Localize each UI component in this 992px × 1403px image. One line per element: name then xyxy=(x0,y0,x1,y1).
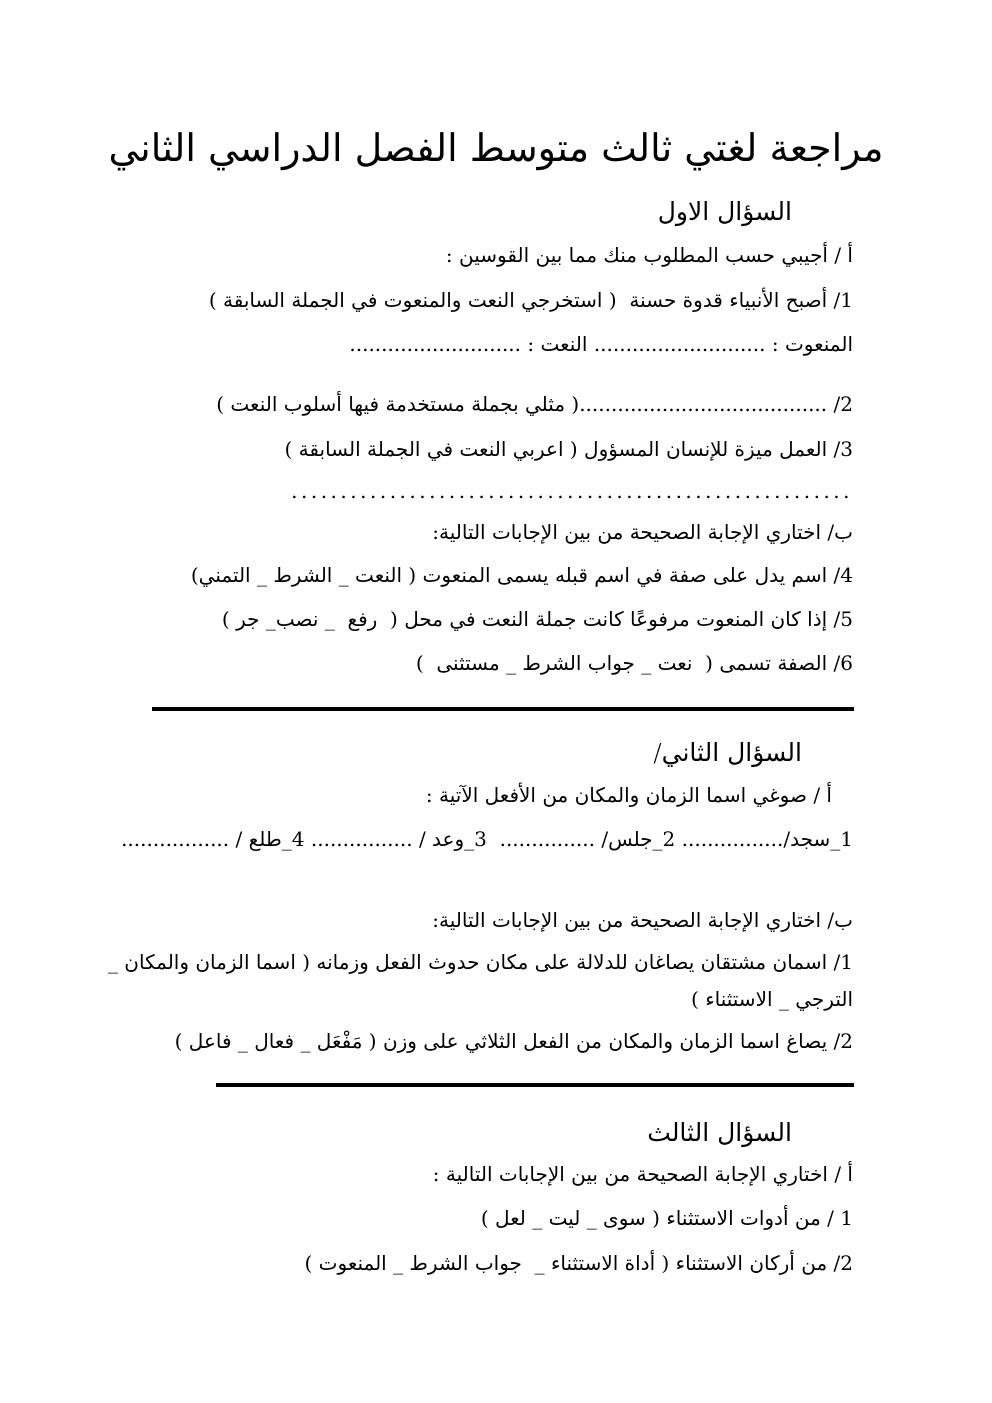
section2-question-1-line1: 1/ اسمان مشتقان يصاغان للدلالة على مكان حدوث الفعل وزمانه ( اسما الزمان والمكان _ xyxy=(107,950,853,974)
verb-2-blank-dots: ............... xyxy=(499,827,595,851)
section3-part-a-instruction: أ / اختاري الإجابة الصحيحة من بين الإجابات التالية : xyxy=(432,1162,853,1186)
section3-question-1: 1 / من أدوات الاستثناء ( سوى _ ليت _ لعل ) xyxy=(480,1206,853,1230)
section1-question-5: 5/ إذا كان المنعوت مرفوعًا كانت جملة النعت في محل ( رفع _ نصب_ جر ) xyxy=(221,607,853,631)
verb-1-blank-dots: ................ xyxy=(681,827,784,851)
section1-question-1-blanks xyxy=(349,330,853,358)
section2-question-2: 2/ يصاغ اسما الزمان والمكان من الفعل الثلاثي على وزن ( مَفْعَل _ فعال _ فاعل ) xyxy=(174,1029,853,1053)
verb-3-blank-dots: ................ xyxy=(310,827,413,851)
section1-question-3: 3/ العمل ميزة للإنسان المسؤول ( اعربي النعت في الجملة السابقة ) xyxy=(284,437,853,461)
manout-blank-dots: ........................... xyxy=(593,332,766,356)
question-2-instruction: ( مثلي بجملة مستخدمة فيها أسلوب النعت ) xyxy=(216,392,580,416)
section1-part-a-instruction: أ / أجيبي حسب المطلوب منك مما بين القوسين : xyxy=(445,243,853,267)
section1-part-b-instruction: ب/ اختاري الإجابة الصحيحة من بين الإجابات التالية: xyxy=(432,520,853,544)
section1-question-1: 1/ أصبح الأنبياء قدوة حسنة ( استخرجي النعت والمنعوت في الجملة السابقة ) xyxy=(208,288,853,312)
section-divider-1 xyxy=(152,707,854,711)
verb-4-label: 4_طلع / xyxy=(229,827,311,851)
section1-question-4: 4/ اسم يدل على صفة في اسم قبله يسمى المنعوت ( النعت _ الشرط _ التمني) xyxy=(190,563,853,587)
naat-blank-dots: ........................... xyxy=(349,332,522,356)
verb-4-blank-dots: ................. xyxy=(121,827,230,851)
section-divider-2 xyxy=(216,1083,854,1087)
manout-label: المنعوت : xyxy=(765,332,853,356)
verb-3-label: 3_وعد / xyxy=(412,827,500,851)
section1-answer-dots-line: ......................................................... xyxy=(291,479,853,503)
document-title: مراجعة لغتي ثالث متوسط الفصل الدراسي الثاني xyxy=(108,126,884,170)
section1-question-6: 6/ الصفة تسمى ( نعت _ جواب الشرط _ مستثنى ) xyxy=(415,651,853,675)
section2-verbs-fill-line xyxy=(121,825,853,853)
verb-1-label: 1_سجد/ xyxy=(783,827,853,851)
section2-part-b-instruction: ب/ اختاري الإجابة الصحيحة من بين الإجابات التالية: xyxy=(432,908,853,932)
section2-question-1-line2: الترجي _ الاستثناء ) xyxy=(691,987,853,1011)
question-2-blank-dots: ....................................... xyxy=(579,392,828,416)
question-2-number: 2/ xyxy=(827,392,853,416)
section3-question-2: 2/ من أركان الاستثناء ( أداة الاستثناء _ جواب الشرط _ المنعوت ) xyxy=(304,1251,853,1275)
verb-2-label: 2_جلس/ xyxy=(594,827,682,851)
section2-heading: السؤال الثاني/ xyxy=(653,738,802,767)
naat-label: النعت : xyxy=(521,332,594,356)
section3-heading: السؤال الثالث xyxy=(647,1118,792,1147)
section2-part-a-instruction: أ / صوغي اسما الزمان والمكان من الأفعل الآتية : xyxy=(425,783,832,807)
section1-heading: السؤال الاول xyxy=(657,197,792,226)
section1-question-2 xyxy=(216,390,853,418)
